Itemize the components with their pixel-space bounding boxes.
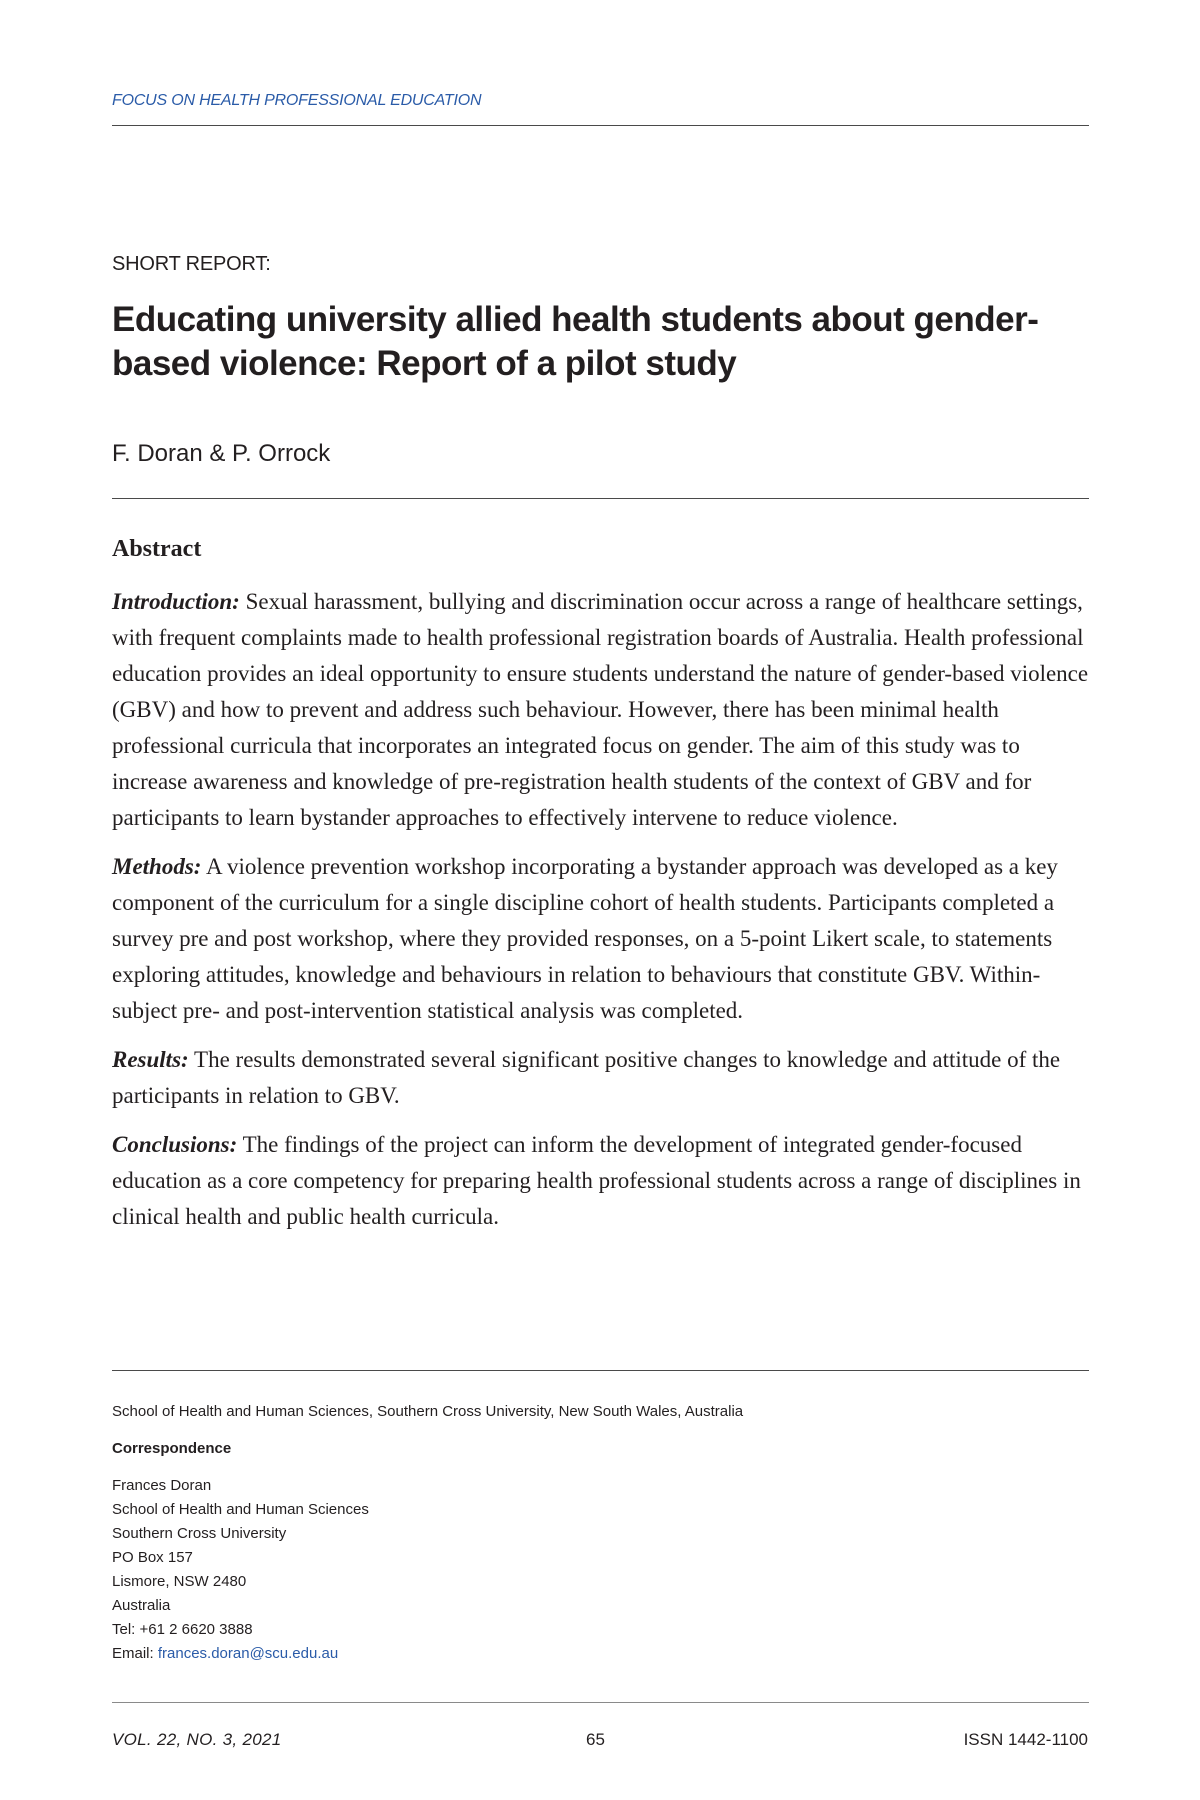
introduction-label: Introduction: <box>112 589 240 614</box>
email-link[interactable]: frances.doran@scu.edu.au <box>157 1645 339 1662</box>
methods-label: Methods: <box>112 854 202 879</box>
authors-rule <box>112 498 1089 499</box>
introduction-text: Sexual harassment, bullying and discrimination occur across a range of healthcare settings, with frequent complaints made to health professional registration boards of Australia. Health professional education provides an ideal opportunity to ensure students understand the nature of gender-based violence (GBV) and how to prevent and address such behaviour. However, there has been minimal health professional curricula that incorporates an integrated focus on gender. The aim of this study was to increase awareness and knowledge of pre-registration health students of the context of GBV and for participants to learn bystander approaches to effectively intervene to reduce violence. <box>112 589 1089 830</box>
article-title: Educating university allied health students about gender-based violence: Report of a pilot study <box>112 300 1039 383</box>
abstract-conclusions <box>112 1127 1092 1235</box>
abstract <box>112 534 1092 1248</box>
affiliation: School of Health and Human Sciences, Southern Cross University, New South Wales, Australia <box>112 1403 744 1420</box>
header-rule <box>112 125 1089 126</box>
abstract-results <box>112 1042 1092 1114</box>
correspondence-block <box>112 1474 369 1666</box>
section-label: SHORT REPORT: <box>112 253 271 275</box>
conclusions-text: The findings of the project can inform the development of integrated gender-focused education as a core competency for preparing health professional students across a range of disciplines in clinical health and public health curricula. <box>112 1132 1081 1229</box>
correspondence-heading: Correspondence <box>112 1440 232 1457</box>
correspondence-po-box: PO Box 157 <box>112 1549 193 1566</box>
running-head: FOCUS ON HEALTH PROFESSIONAL EDUCATION <box>112 92 482 109</box>
correspondence-email-line <box>112 1642 369 1666</box>
correspondence-school: School of Health and Human Sciences <box>112 1501 369 1518</box>
methods-text: A violence prevention workshop incorporating a bystander approach was developed as a key component of the curriculum for a single discipline cohort of health students. Participants completed a survey pre and post workshop, where they provided responses, on a 5-point Likert scale, to statements exploring attitudes, knowledge and behaviours in relation to behaviours that constitute GBV. Within-subject pre- and post-intervention statistical analysis was completed. <box>112 854 1058 1023</box>
footer-issn: ISSN 1442-1100 <box>963 1730 1088 1749</box>
abstract-introduction <box>112 584 1092 836</box>
correspondence-country: Australia <box>112 1597 171 1614</box>
affiliation-rule <box>112 1370 1089 1371</box>
correspondence-tel: Tel: +61 2 6620 3888 <box>112 1621 253 1638</box>
correspondence-city: Lismore, NSW 2480 <box>112 1573 247 1590</box>
correspondence-name: Frances Doran <box>112 1477 212 1494</box>
email-label: Email: <box>112 1645 158 1662</box>
results-text: The results demonstrated several significant positive changes to knowledge and attitude of the participants in relation to GBV. <box>112 1047 1061 1108</box>
footer-volume: VOL. 22, NO. 3, 2021 <box>112 1730 282 1749</box>
results-label: Results: <box>112 1047 189 1072</box>
abstract-methods <box>112 849 1092 1029</box>
correspondence-university: Southern Cross University <box>112 1525 287 1542</box>
conclusions-label: Conclusions: <box>112 1132 238 1157</box>
footer-rule <box>112 1702 1089 1703</box>
abstract-heading: Abstract <box>112 536 202 562</box>
page-number: 65 <box>586 1730 605 1749</box>
authors: F. Doran & P. Orrock <box>112 440 331 467</box>
